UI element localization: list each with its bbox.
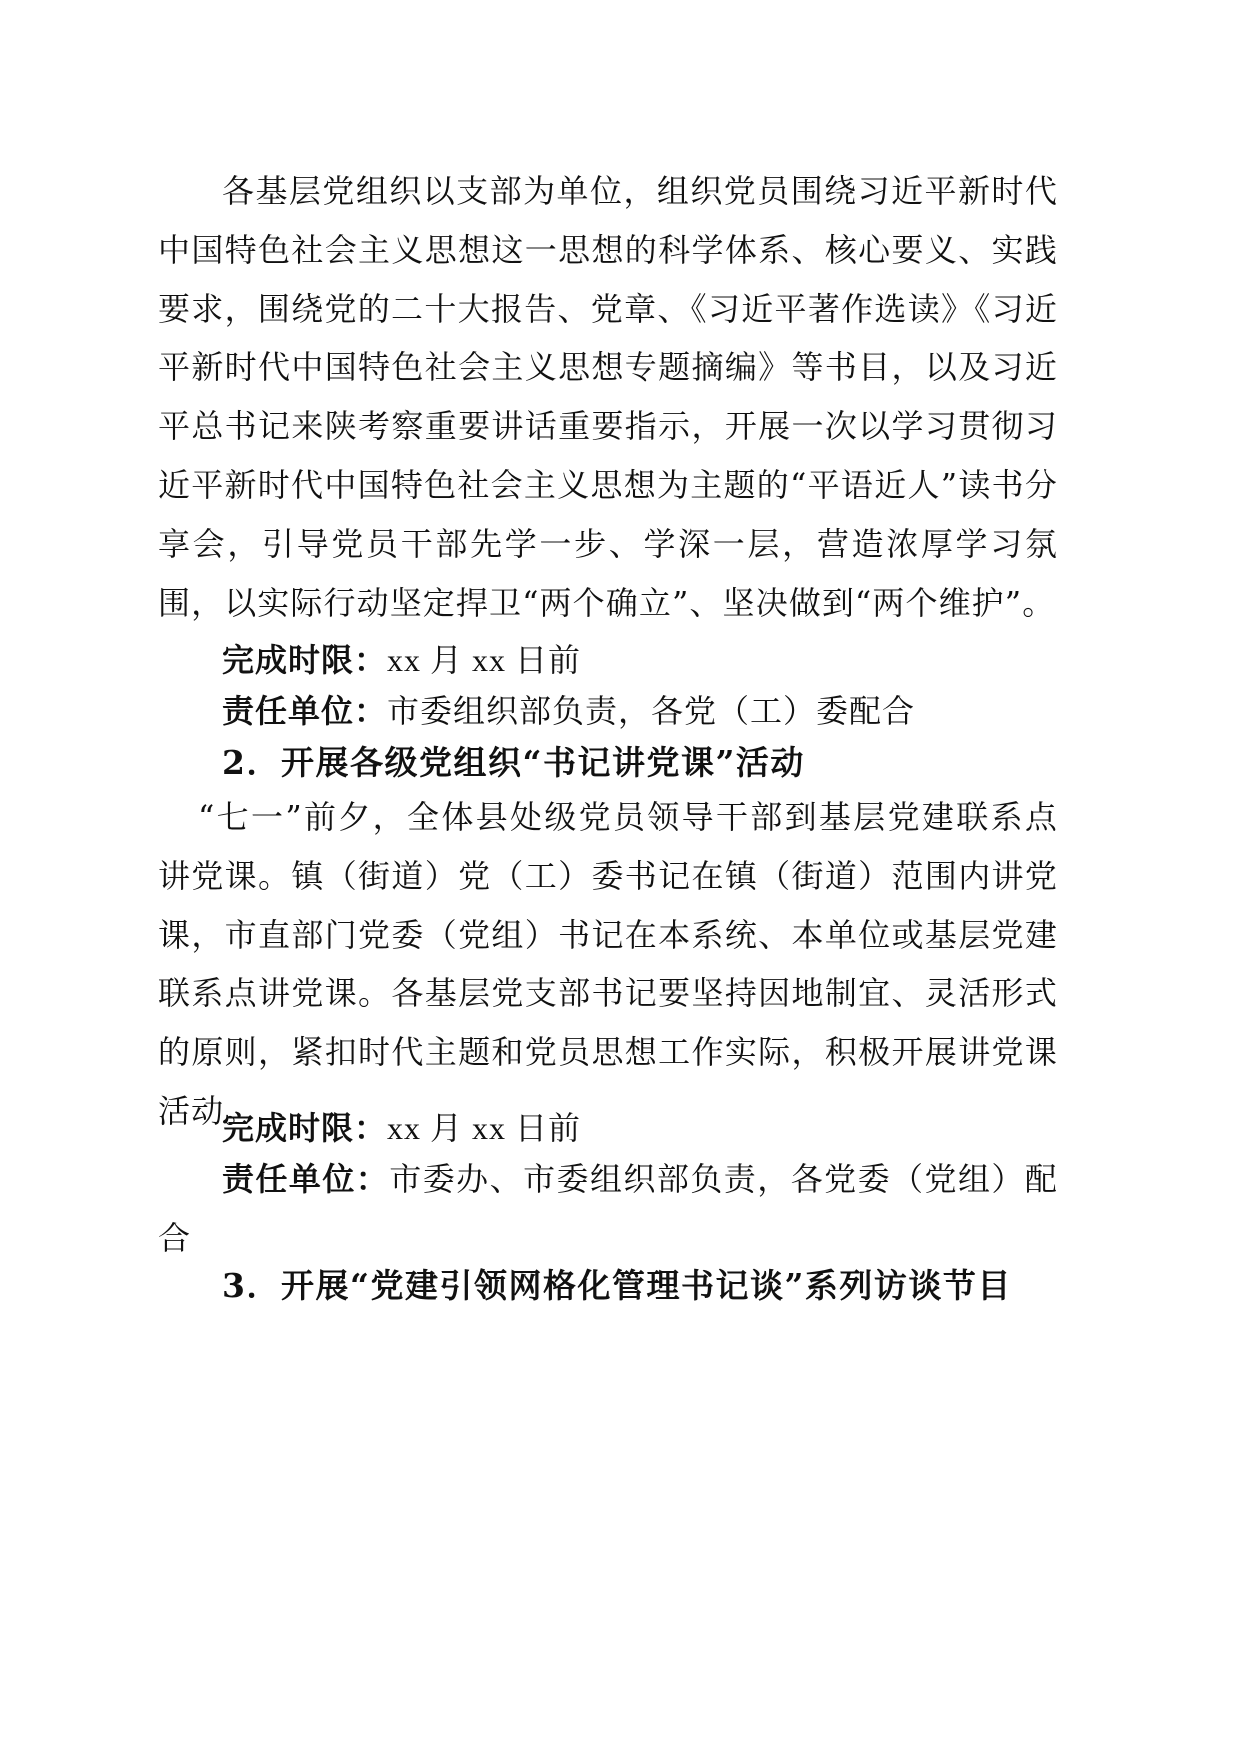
responsible-unit-value: 市委组织部负责，各党（工）委配合 <box>387 692 916 730</box>
deadline-line-2 <box>222 1108 581 1148</box>
section-heading-3: 3．开展“党建引领网格化管理书记谈”系列访谈节目 <box>222 1266 1012 1305</box>
deadline-label: 完成时限： <box>222 641 388 679</box>
responsible-unit-line-1 <box>222 691 915 731</box>
paragraph-party-lecture: “七一”前夕，全体县处级党员领导干部到基层党建联系点讲党课。镇（街道）党（工）委书记在镇（街道）范围内讲党课，市直部门党委（党组）书记在本系统、本单位或基层党建联系点讲党课。各基层党支部书记要坚持因地制宜、灵活形式的原则，紧扣时代主题和党员思想工作实际，积极开展讲党课活动。 <box>158 798 1058 1130</box>
section-heading-2: 2．开展各级党组织“书记讲党课”活动 <box>222 743 805 782</box>
responsible-unit-value: 市委办、市委组织部负责，各党委（党组）配合 <box>158 1160 1058 1257</box>
responsible-unit-label: 责任单位： <box>222 1160 390 1198</box>
deadline-value: xx 月 xx 日前 <box>387 642 582 678</box>
deadline-label: 完成时限： <box>222 1109 388 1147</box>
deadline-line-1 <box>222 640 581 680</box>
deadline-value: xx 月 xx 日前 <box>387 1110 582 1146</box>
responsible-unit-line-2 <box>158 1150 1058 1268</box>
paragraph-reading-sharing: 各基层党组织以支部为单位，组织党员围绕习近平新时代中国特色社会主义思想这一思想的科学体系、核心要义、实践要求，围绕党的二十大报告、党章、《习近平著作选读》《习近平新时代中国特色社会主义思想专题摘编》等书目，以及习近平总书记来陕考察重要讲话重要指示，开展一次以学习贯彻习近平新时代中国特色社会主义思想为主题的“平语近人”读书分享会，引导党员干部先学一步、学深一层，营造浓厚学习氛围，以实际行动坚定捍卫“两个确立”、坚决做到“两个维护”。 <box>158 172 1058 622</box>
responsible-unit-label: 责任单位： <box>222 692 388 730</box>
